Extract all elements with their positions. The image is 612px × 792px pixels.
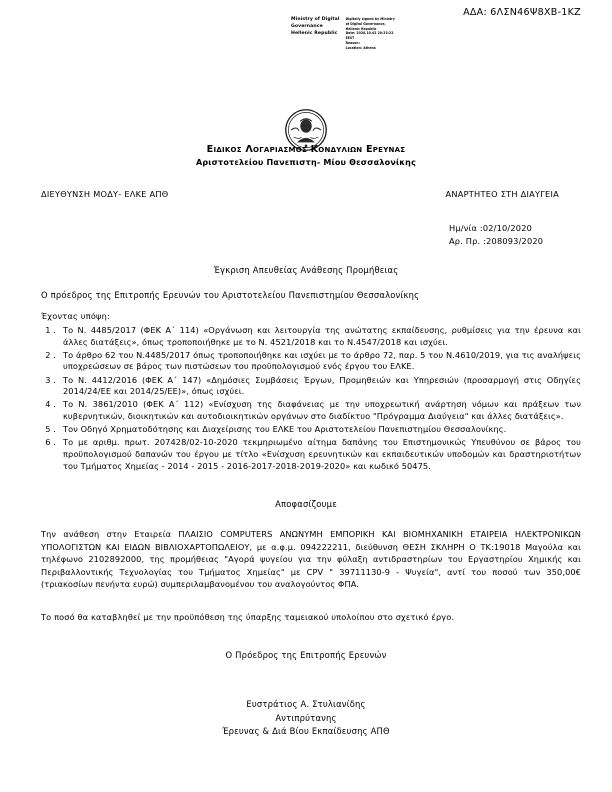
clause-text: Το Ν. 4412/2016 (ΦΕΚ Α΄ 147) «Δημόσιες Συμβάσεις Έργων, Προμηθειών και Υπηρεσιών (προσαρμογή στις Οδηγίες 2014/24/ΕΕ και 2014/25/ΕΕ)», όπως ισχύει. xyxy=(63,374,581,397)
list-item xyxy=(41,325,581,348)
signature-detail-7: Location: Athens xyxy=(345,45,376,50)
header-row xyxy=(41,189,581,199)
clause-text: Το άρθρο 62 του Ν.4485/2017 όπως τροποποιήθηκε και ισχύει με το άρθρο 72, παρ. 5 του Ν.4610/2019, για τις αναλήψεις υποχρεώσεων σε βάρος των πιστώσεων του προϋπολογισμού ενός έργου του ΕΛΚΕ. xyxy=(63,349,581,372)
signature-detail-1: Digitally signed by Ministry xyxy=(345,17,395,21)
signature-detail-4: Date: 2020.10.02 20:23:22 xyxy=(345,31,394,36)
list-item xyxy=(41,375,581,398)
decision-heading: Αποφασίζουμε xyxy=(275,499,337,509)
ada-code: ΑΔΑ: 6ΛΣΝ46Ψ8ΧΒ-1ΚΖ xyxy=(463,7,581,18)
clause-number: 3 . xyxy=(45,374,56,385)
award-paragraph: Την ανάθεση στην Εταιρεία ΠΛΑΙΣΙΟ COMPUTERS ΑΝΩΝΥΜΗ ΕΜΠΟΡΙΚΗ ΚΑΙ ΒΙΟΜΗΧΑΝΙΚΗ ΕΤΑΙΡΕΙΑ ΗΛΕΚΤΡΟΝΙΚΩΝ ΥΠΟΛΟΓΙΣΤΩΝ ΚΑΙ ΕΙΔΩΝ ΒΙΒΛΙΟΧΑΡΤΟΠΩΛΕΙΟΥ, με α.φ.μ. 094222211, διεύθυνση ΘΕΣΗ ΣΚΛΗΡΗ Ο ΤΚ:19018 Μαγούλα και τηλέφωνο 2102892000, της προμήθειας "Αγορά ψυγείου για την φύλαξη αντιδραστηρίων του Εργαστηρίου Χημικής και Περιβαλλοντικής Τεχνολογίας του Τμήματος Χημείας" με CPV " 39711130-9 - Ψυγεία", αντί του ποσού των 350,00€ (τριακοσίων πενήντα ευρώ) συμπεριλαμβανομένου του αναλογούντος ΦΠΑ. xyxy=(41,529,581,590)
organization-name: Ειδικός Λογαριασμός Κονδυλίων Ερευνας xyxy=(206,144,406,155)
clause-number: 1 . xyxy=(45,325,56,335)
signatory-portfolio: Έρευνας & Διά Βίου Εκπαίδευσης ΑΠΘ xyxy=(222,726,390,737)
clause-number: 6 . xyxy=(45,437,56,448)
clause-number: 5 . xyxy=(45,424,56,435)
payment-condition: Το ποσό θα καταβληθεί με την προϋπόθεση της ύπαρξης ταμειακού υπολοίπου στο σχετικό έργο. xyxy=(41,612,455,622)
digital-signature-stamp xyxy=(291,17,409,50)
clause-number: 4 . xyxy=(45,399,56,410)
publication-notice: ΑΝΑΡΤΗΤΕΟ ΣΤΗ ΔΙΑΥΓΕΙΑ xyxy=(445,189,559,199)
authority-line-3: Hellenic Republic xyxy=(291,30,338,36)
signature-details xyxy=(346,17,395,50)
directorate-label: ΔΙΕΥΘΥΝΣΗ ΜΟΔΥ- ΕΛΚΕ ΑΠΘ xyxy=(41,189,169,199)
clause-text: Το Ν. 4485/2017 (ΦΕΚ Α΄ 114) «Οργάνωση και λειτουργία της ανώτατης εκπαίδευσης, ρυθμίσεις για την έρευνα και άλλες διατάξεις», όπως τροποποιήθηκε με το Ν. 4521/2018 και το Ν.4547/2018 και ισχύει. xyxy=(63,325,581,347)
signatory-role-heading: Ο Πρόεδρος της Επιτροπής Ερευνών xyxy=(225,650,387,660)
clause-text: Το Ν. 3861/2010 (ΦΕΚ Α΄ 112) «Ενίσχυση της διαφάνειας με την υποχρεωτική ανάρτηση νόμων και πράξεων των κυβερνητικών, διοικητικών και αυτοδιοικητικών οργάνων στο διαδίκτυο "Πρόγραμμα Διαύγεια" και άλλες διατάξεις». xyxy=(63,399,581,421)
issuer-statement: Ο πρόεδρος της Επιτροπής Ερευνών του Αριστοτελείου Πανεπιστημίου Θεσσαλονίκης xyxy=(41,290,420,300)
signature-detail-2: of Digital Governance, xyxy=(345,21,386,26)
clause-number: 2 . xyxy=(45,349,56,360)
document-date: Ημ/νία :02/10/2020 xyxy=(449,223,533,233)
signature-detail-6: Reason: xyxy=(345,40,360,45)
clause-text: Το με αριθμ. πρωτ. 207428/02-10-2020 τεκμηριωμένο αίτημα δαπάνης του Επιστημονικώς Υπευθύνου σε βάρος του προϋπολογισμού δαπανών του έργου με τίτλο «Ενίσχυση ερευνητικών και εκπαιδευτικών υποδομών και δραστηριοτήτων του Τμήματος Χημείας - 2014 - 2015 - 2016-2017-2018-2019-2020» και κωδικό 50475. xyxy=(63,437,581,471)
having-regard-label: Έχοντας υπόψη: xyxy=(41,311,110,321)
institution-name: Αριστοτελείου Πανεπιστη- Μίου Θεσσαλονίκης xyxy=(195,158,417,167)
clause-text: Τον Οδηγό Χρηματοδότησης και Διαχείρισης του ΕΛΚΕ του Αριστοτελείου Πανεπιστημίου Θεσσαλονίκης. xyxy=(63,424,507,435)
signatory-title: Αντιπρύτανης xyxy=(275,712,337,723)
authority-line-2: Governance xyxy=(291,23,323,29)
signatory-block xyxy=(0,698,612,739)
signatory-name: Ευστράτιος Α. Στυλιανίδης xyxy=(246,699,366,709)
metadata-block xyxy=(449,222,581,247)
authority-line-1: Ministry of Digital xyxy=(291,17,340,22)
signature-detail-5: EEST xyxy=(345,36,355,41)
legal-basis-list xyxy=(41,325,581,474)
document-title: Έγκριση Απευθείας Ανάθεσης Προμήθειας xyxy=(213,265,399,275)
signing-authority xyxy=(291,17,340,38)
signature-detail-3: Hellenic Republic xyxy=(345,26,377,31)
letterhead-text xyxy=(0,144,612,167)
list-item xyxy=(41,399,581,422)
list-item xyxy=(41,350,581,373)
list-item xyxy=(41,424,581,436)
list-item xyxy=(41,437,581,472)
protocol-number: Αρ. Πρ. :208093/2020 xyxy=(449,235,544,246)
